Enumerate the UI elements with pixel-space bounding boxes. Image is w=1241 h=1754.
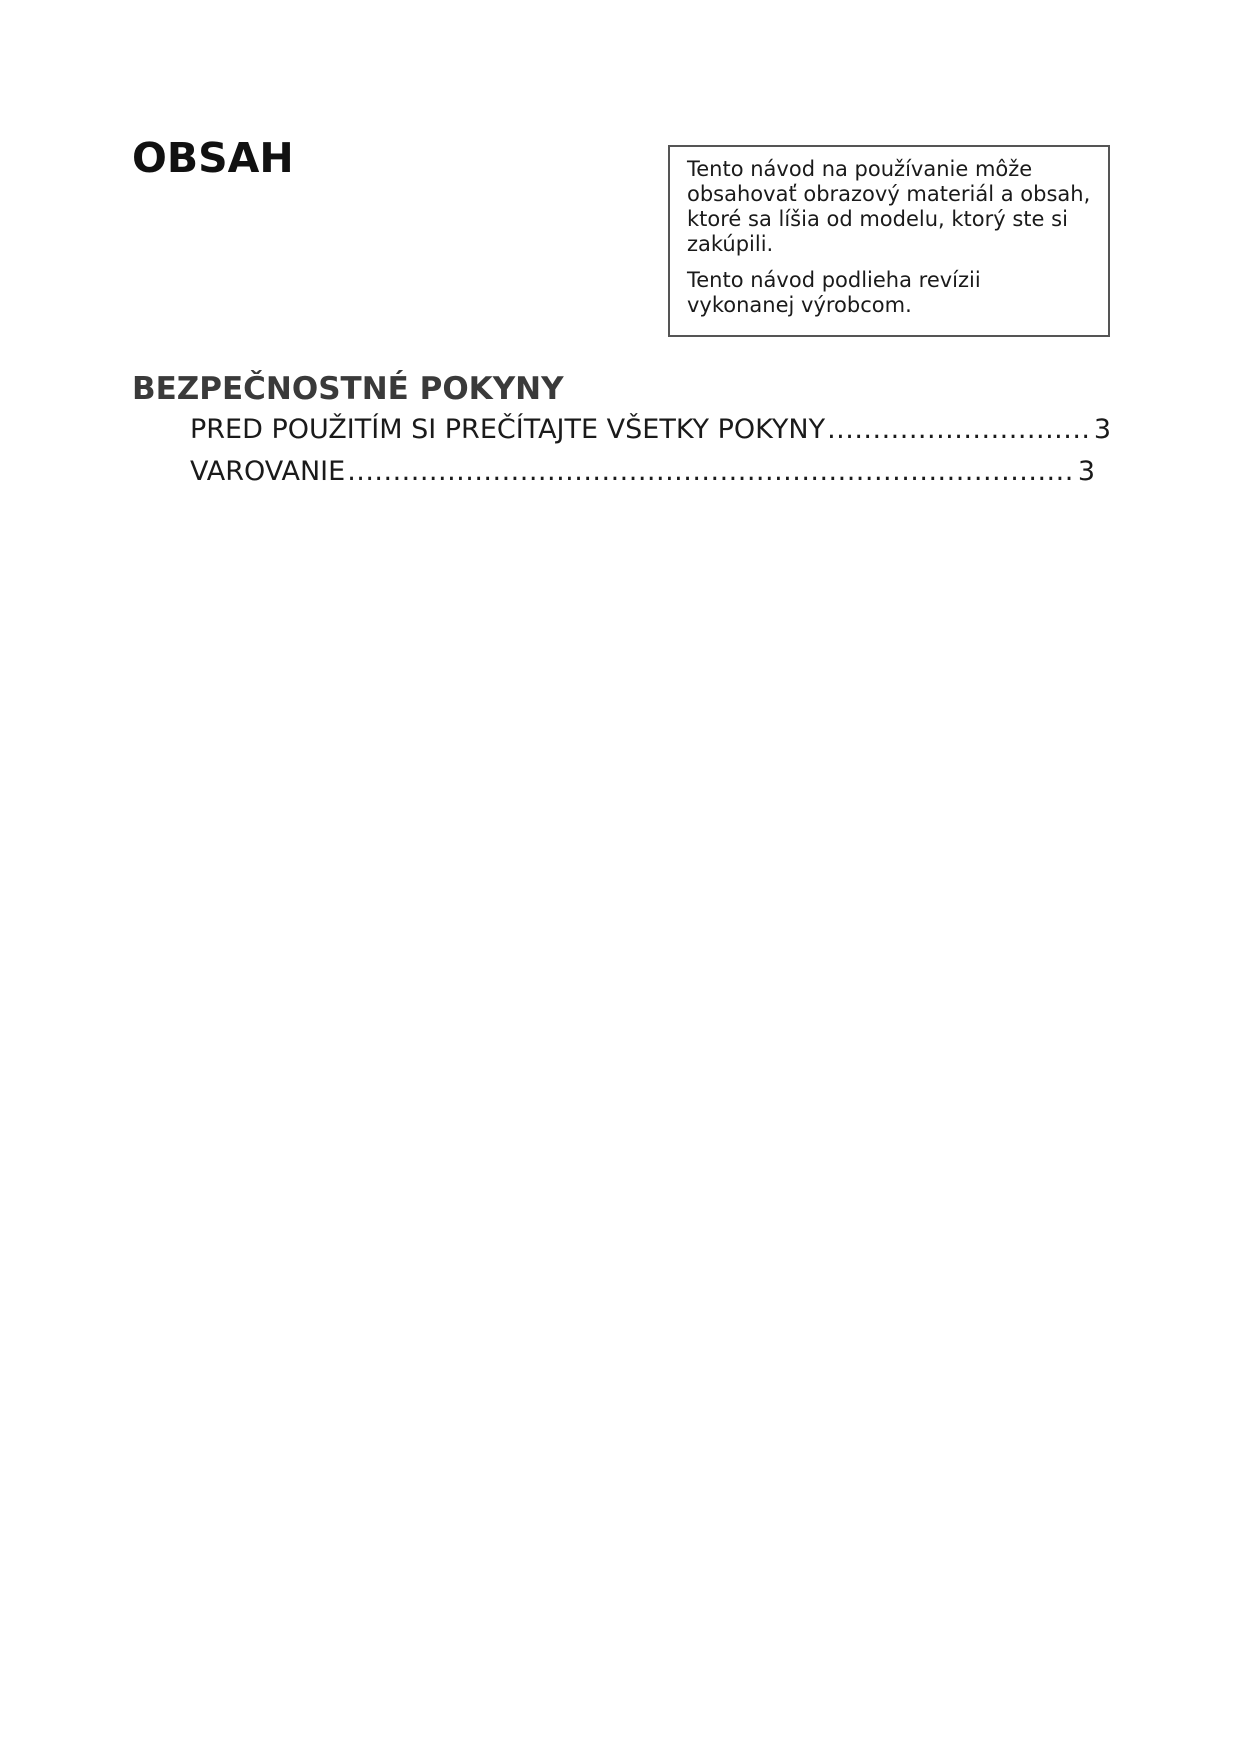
page-title: OBSAH bbox=[132, 134, 294, 182]
table-of-contents bbox=[190, 414, 1111, 498]
toc-dot-leader bbox=[827, 414, 1092, 445]
notice-paragraph-model-difference: Tento návod na používanie môže obsahovať obrazový materiál a obsah, ktoré sa líšia od modelu, ktorý ste si zakúpili. bbox=[687, 157, 1091, 256]
toc-entry[interactable] bbox=[190, 456, 1095, 498]
notice-box bbox=[668, 145, 1110, 337]
toc-dot-leader bbox=[347, 456, 1076, 487]
section-heading-safety: BEZPEČNOSTNÉ POKYNY bbox=[132, 371, 564, 407]
toc-page-number: 3 bbox=[1077, 456, 1095, 487]
toc-entry-label: PRED POUŽITÍM SI PREČÍTAJTE VŠETKY POKYNY bbox=[190, 414, 826, 445]
toc-entry-label: VAROVANIE bbox=[190, 456, 346, 487]
toc-page-number: 3 bbox=[1093, 414, 1111, 445]
toc-entry[interactable] bbox=[190, 414, 1111, 456]
notice-paragraph-revision: Tento návod podlieha revízii vykonanej výrobcom. bbox=[687, 268, 981, 317]
